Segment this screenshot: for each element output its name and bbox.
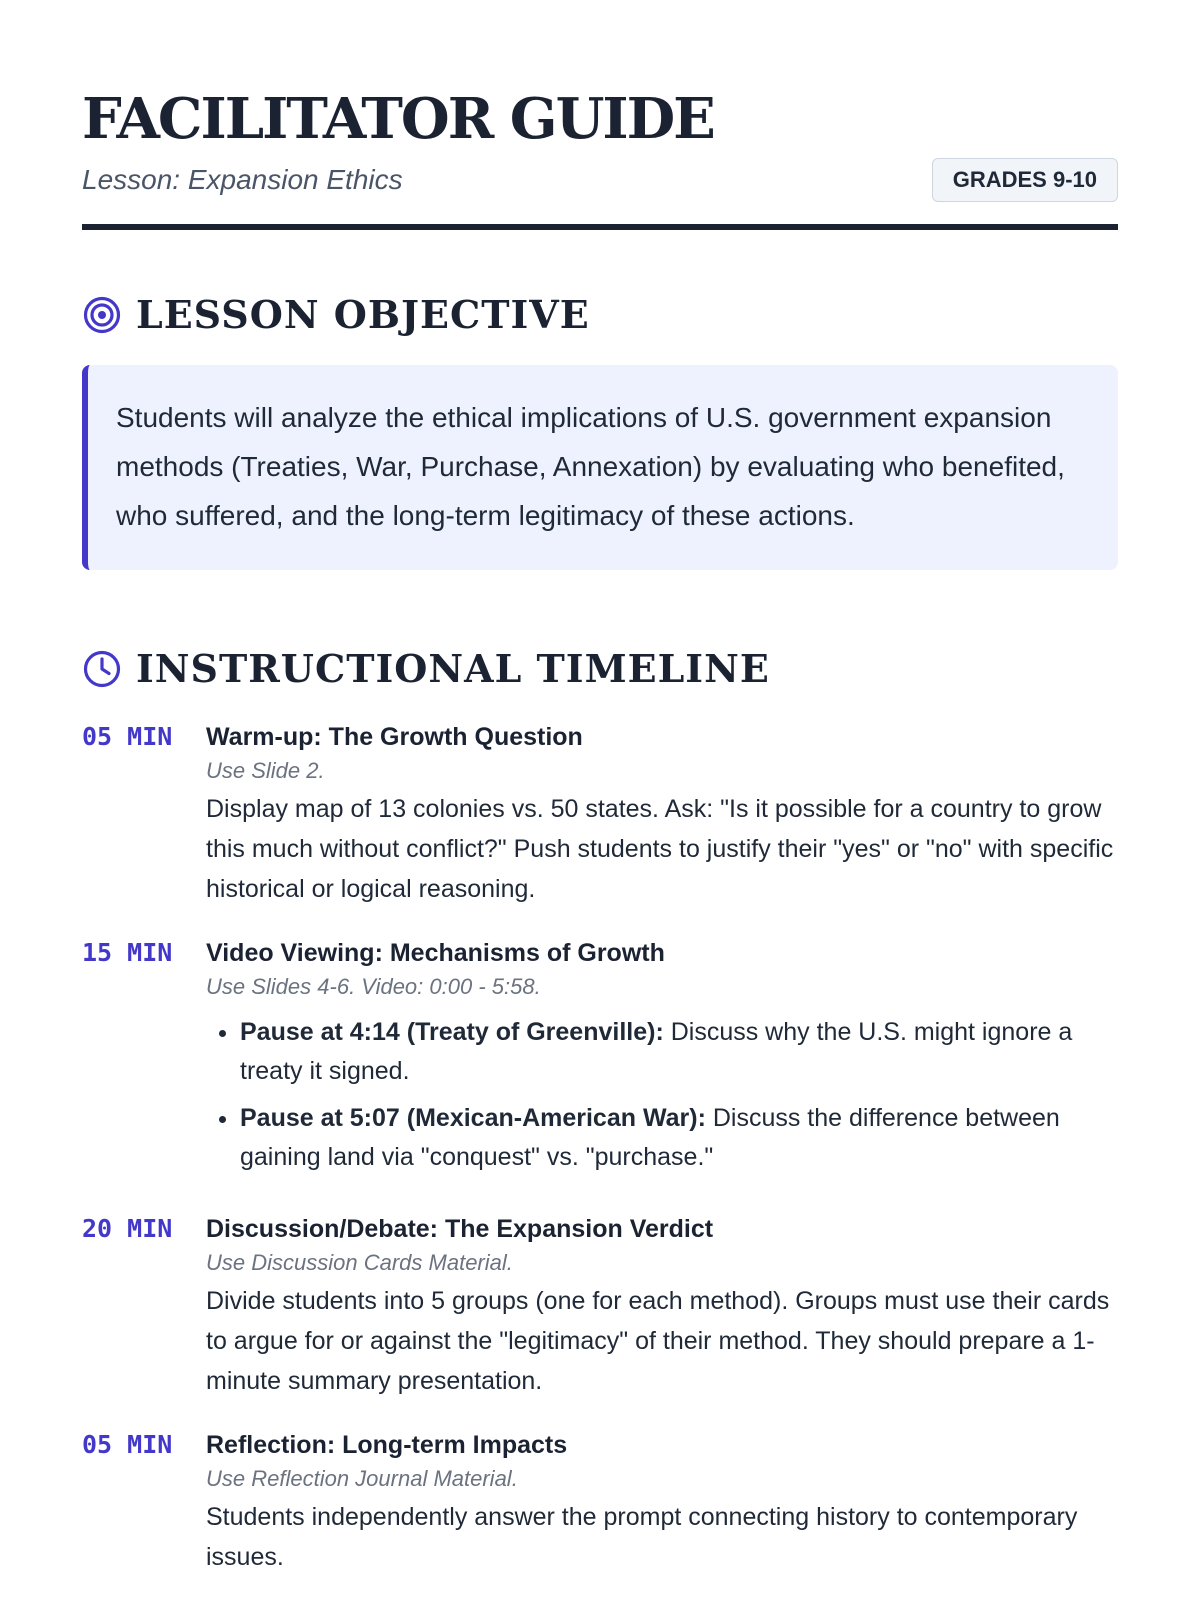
grade-badge: GRADES 9-10	[932, 158, 1118, 202]
timeline-item-note: Use Discussion Cards Material.	[206, 1250, 513, 1275]
timeline-body	[206, 1429, 1118, 1577]
timeline-item-description: Students independently answer the prompt connecting history to contemporary issues.	[206, 1503, 1078, 1571]
timeline-item-note: Use Reflection Journal Material.	[206, 1466, 518, 1491]
timeline-bullet-list	[206, 1013, 1118, 1177]
timeline-item-note: Use Slides 4-6. Video: 0:00 - 5:58.	[206, 974, 541, 999]
timeline-item-discussion	[82, 1213, 1118, 1401]
bullet-label: Pause at 5:07 (Mexican-American War):	[240, 1104, 706, 1132]
objective-heading	[82, 292, 1118, 337]
bullet-label: Pause at 4:14 (Treaty of Greenville):	[240, 1018, 664, 1046]
timeline-duration: 20 MIN	[82, 1214, 173, 1243]
timeline-duration: 15 MIN	[82, 938, 173, 967]
timeline-body	[206, 937, 1118, 1185]
timeline-item-warmup	[82, 721, 1118, 909]
timeline-item-title: Video Viewing: Mechanisms of Growth	[206, 939, 665, 967]
lesson-subtitle: Lesson: Expansion Ethics	[82, 164, 403, 195]
timeline-duration: 05 MIN	[82, 722, 173, 751]
timeline-item-title: Reflection: Long-term Impacts	[206, 1431, 568, 1459]
bullet-text: Discuss the difference between gaining land via "conquest" vs. "purchase."	[240, 1104, 1060, 1171]
list-item	[240, 1013, 1118, 1091]
timeline-item-video	[82, 937, 1118, 1185]
objective-title: LESSON OBJECTIVE	[136, 292, 590, 337]
timeline-item-description: Display map of 13 colonies vs. 50 states. Ask: "Is it possible for a country to grow this much without conflict?" Push students to justify their "yes" or "no" with specific historical or logical reasoning.	[206, 795, 1114, 903]
subtitle-row	[82, 158, 1118, 202]
timeline-item-description: Divide students into 5 groups (one for each method). Groups must use their cards to argue for or against the "legitimacy" of their method. They should prepare a 1-minute summary presentation.	[206, 1287, 1110, 1395]
target-icon	[82, 295, 122, 335]
timeline-item-reflection	[82, 1429, 1118, 1577]
timeline-list	[82, 721, 1118, 1577]
timeline-item-title: Warm-up: The Growth Question	[206, 723, 583, 751]
header-divider	[82, 224, 1118, 230]
timeline-heading	[82, 646, 1118, 691]
list-item	[240, 1099, 1118, 1177]
page-title: FACILITATOR GUIDE	[82, 86, 714, 152]
bullet-text: Discuss why the U.S. might ignore a treaty it signed.	[240, 1018, 1073, 1085]
timeline-title: INSTRUCTIONAL TIMELINE	[136, 646, 770, 691]
timeline-item-title: Discussion/Debate: The Expansion Verdict	[206, 1215, 714, 1243]
objective-box	[82, 365, 1118, 570]
timeline-item-note: Use Slide 2.	[206, 758, 325, 783]
objective-text: Students will analyze the ethical implications of U.S. government expansion methods (Treaties, War, Purchase, Annexation) by evaluating who benefited, who suffered, and the long-term legitimacy of these actions.	[116, 402, 1065, 531]
clock-icon	[82, 649, 122, 689]
timeline-body	[206, 721, 1118, 909]
timeline-duration: 05 MIN	[82, 1430, 173, 1459]
timeline-body	[206, 1213, 1118, 1401]
